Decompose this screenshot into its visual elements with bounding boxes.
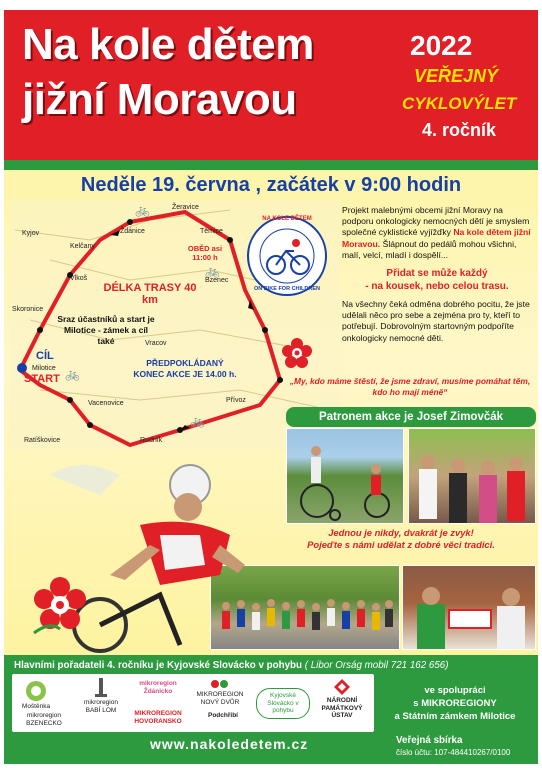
route-point bbox=[67, 397, 73, 403]
start-point bbox=[17, 363, 27, 373]
folk-flower-icon bbox=[30, 575, 90, 635]
babi-lom-logo-icon bbox=[91, 676, 111, 698]
route-point bbox=[262, 327, 268, 333]
route-point bbox=[127, 219, 133, 225]
partner-name: MIKROREGION NOVÝ DVŮR bbox=[196, 691, 244, 706]
year: 2022 bbox=[410, 30, 473, 61]
place-label: Ratíškovice bbox=[24, 437, 61, 444]
flower-icon bbox=[280, 336, 314, 370]
place-label: Těmice bbox=[200, 228, 223, 235]
route-point bbox=[277, 377, 283, 383]
title-line-1: Na kole dětem bbox=[22, 20, 314, 69]
partner-babi-lom bbox=[76, 676, 126, 714]
partner-name: NÁRODNÍ PAMÁTKOVÝ ÚSTAV bbox=[321, 697, 363, 719]
goal-label: CÍL bbox=[36, 350, 54, 362]
partner-npu bbox=[314, 678, 370, 720]
partner-name: Moštěnka bbox=[21, 703, 51, 710]
organizer-line bbox=[14, 660, 530, 672]
patron-banner: Patronem akce je Josef Zimovčák bbox=[286, 407, 536, 427]
slogan bbox=[266, 527, 536, 551]
route-point bbox=[227, 237, 233, 243]
join-line-2: - na kousek, nebo celou trasu. bbox=[365, 281, 509, 293]
place-label: Vracov bbox=[145, 340, 167, 347]
start-label: START bbox=[24, 373, 60, 385]
novy-dvur-logo-icon bbox=[211, 678, 229, 690]
npu-logo-icon bbox=[333, 678, 351, 696]
cooperation bbox=[380, 684, 530, 723]
place-label: Přívoz bbox=[226, 397, 246, 404]
bike-icon: 🚲 bbox=[190, 414, 205, 428]
date-line: Neděle 19. června , začátek v 9:00 hodin bbox=[80, 174, 462, 196]
bank-account: číslo účtu: 107-484410267/0100 bbox=[396, 748, 511, 757]
route-distance: DÉLKA TRASY 40 km bbox=[103, 282, 197, 306]
intro-text-end: Šlápnout do pedálů mohou všichni, malí, velcí, mladí i dospělí... bbox=[342, 238, 517, 260]
place-label: Kelčany bbox=[70, 243, 95, 250]
logo-bottom-text: ON BIKE FOR CHILDREN bbox=[254, 286, 320, 292]
photo-illustration bbox=[409, 429, 536, 524]
join-invitation bbox=[342, 267, 532, 293]
description bbox=[342, 205, 532, 344]
bike-icon: 🚲 bbox=[65, 367, 80, 381]
label-cycling-trip: CYKLOVÝLET bbox=[402, 94, 517, 113]
mostenka-logo-icon bbox=[25, 680, 47, 702]
coop-line-3: a Státním zámkem Milotice bbox=[394, 711, 516, 722]
quote: „My, kdo máme štěstí, že jsme zdraví, musíme pomáhat těm, kdo ho mají méně“ bbox=[289, 376, 531, 397]
place-label: Milotice bbox=[32, 365, 56, 372]
partner-bzenecko: mikroregion BZENECKO bbox=[26, 712, 62, 727]
description-intro bbox=[342, 205, 532, 261]
partner-name: mikroregion BABÍ LOM bbox=[84, 699, 118, 714]
photo-illustration bbox=[403, 566, 536, 650]
public-collection: Veřejná sbírka bbox=[396, 735, 463, 746]
place-label: Skoronice bbox=[12, 306, 44, 313]
reward-text: Na všechny čeká odměna dobrého pocitu, že jste udělali něco pro sebe a zejména pro ty, kteří to potřebují. Dobrovolným startovným podpoříte onkologicky nemocné děti. bbox=[342, 299, 530, 343]
route-point bbox=[87, 422, 93, 428]
place-label: Rudník bbox=[140, 437, 163, 444]
photo-participants bbox=[408, 428, 536, 524]
green-divider bbox=[4, 160, 538, 170]
coop-line-2: s MIKROREGIONY bbox=[413, 698, 497, 709]
photo-illustration bbox=[287, 429, 404, 524]
partner-kyjovske-slovacko: Kyjovské Slovácko v pohybu bbox=[256, 688, 310, 719]
bike-icon: 🚲 bbox=[205, 264, 220, 278]
partner-podchribi: Podchřibí bbox=[208, 712, 238, 719]
place-label: Kyjov bbox=[22, 230, 40, 237]
meeting-point: Sraz účastníků a start je Milotice - zámek a cíl také bbox=[57, 314, 155, 346]
expected-end: PŘEDPOKLÁDANÝ KONEC AKCE JE 14.00 h. bbox=[133, 358, 237, 379]
organizer-text: Hlavními pořadateli 4. ročníku je Kyjovské Slovácko v pohybu bbox=[14, 660, 303, 671]
join-line-1: Přidat se může každý bbox=[386, 268, 488, 280]
route-point bbox=[37, 327, 43, 333]
website-link[interactable]: www.nakoledetem.cz bbox=[150, 736, 309, 752]
lunch-note: OBĚD asi 11:00 h bbox=[187, 244, 223, 262]
partner-hovoransko: MIKROREGION HOVORANSKO bbox=[134, 710, 182, 725]
place-label: Žeravice bbox=[172, 204, 199, 211]
partner-mostenka bbox=[16, 680, 56, 711]
place-label: Vacenovice bbox=[88, 400, 124, 407]
intro-text: Projekt malebnými obcemi jižní Moravy na podporu onkologicky nemocných dětí je smyslem společné cyklistické vyjížďky bbox=[342, 205, 530, 238]
logo-top-text: NA KOLE DĚTEM bbox=[262, 216, 312, 222]
na-kole-detem-logo bbox=[246, 215, 328, 297]
edition: 4. ročník bbox=[422, 120, 497, 140]
intro-highlight: Na kole dětem jižní Moravou. bbox=[342, 227, 531, 249]
title-line-2: jižní Moravou bbox=[22, 75, 297, 124]
partner-novy-dvur bbox=[188, 678, 252, 706]
slogan-line-2: Pojeďte s námi udělat z dobré věci tradici. bbox=[307, 539, 495, 550]
bike-icon: 🚲 bbox=[135, 203, 150, 217]
slogan-line-1: Jednou je nikdy, dvakrát je zvyk! bbox=[328, 527, 474, 538]
organizer-contact: ( Libor Orság mobil 721 162 656) bbox=[302, 660, 449, 671]
place-label: Vlkoš bbox=[70, 275, 88, 282]
label-public: VEŘEJNÝ bbox=[414, 66, 499, 86]
photo-highwheel-riders bbox=[286, 428, 404, 524]
coop-line-1: ve spolupráci bbox=[424, 685, 486, 696]
place-label: Ždánice bbox=[120, 228, 145, 235]
photo-check-presentation bbox=[402, 565, 536, 650]
place-label: Bzenec bbox=[205, 277, 229, 284]
partner-zdanicko: mikroregion Ždánicko bbox=[139, 680, 177, 695]
